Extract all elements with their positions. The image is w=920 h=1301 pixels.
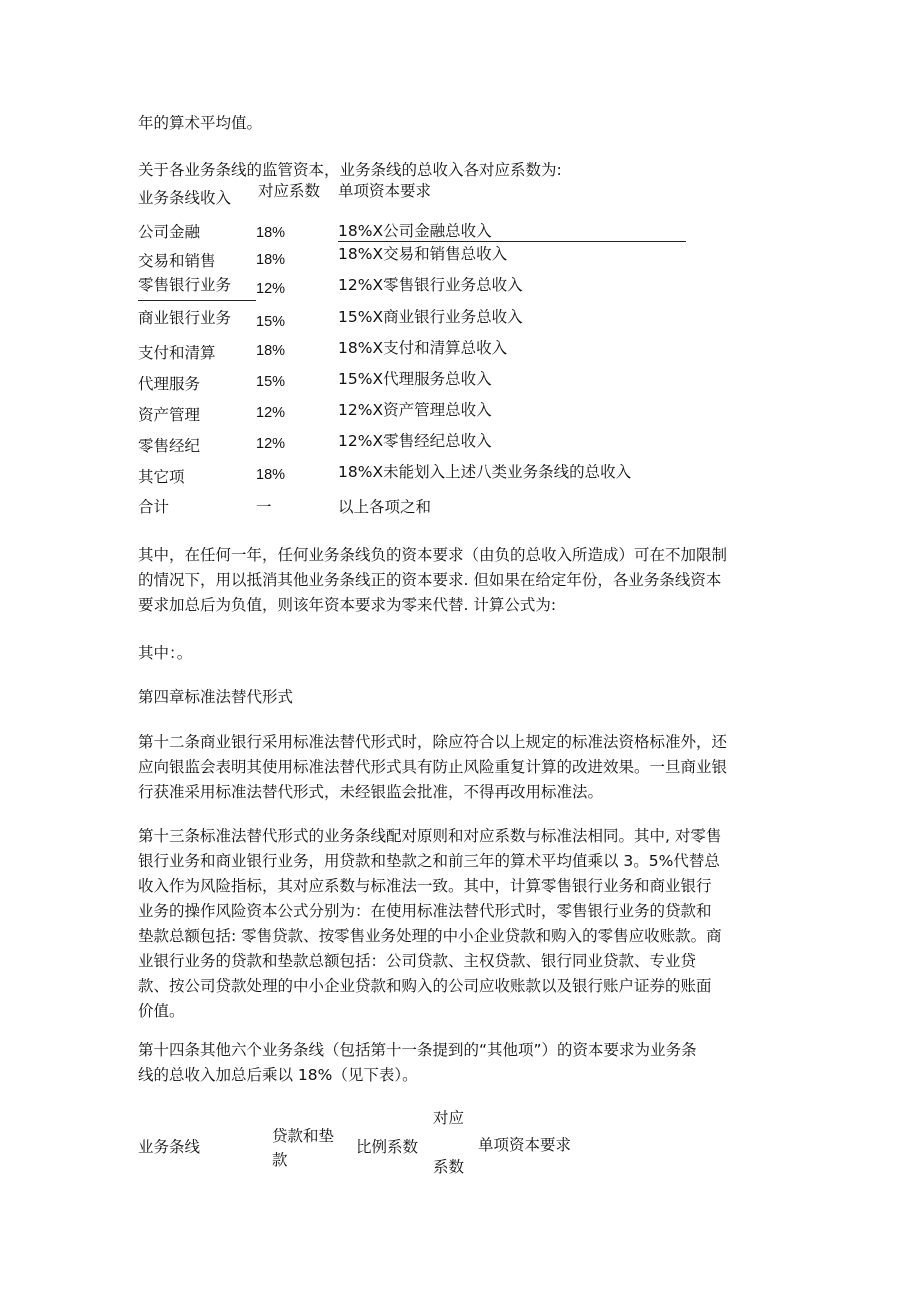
row-req: 以上各项之和 — [338, 498, 432, 516]
row-req: 12%X资产管理总收入 — [338, 401, 492, 419]
text-line: 款、按公司贷款处理的中小企业贷款和购入的公司应收账款以及银行账户证券的账面 — [138, 977, 712, 995]
row-req: 18%X支付和清算总收入 — [338, 339, 508, 357]
text-line: 垫款总额包括: 零售贷款、按零售业务处理的中小企业贷款和购入的零售应收账款。商 — [138, 927, 722, 945]
text-line: 价值。 — [138, 1002, 185, 1020]
row-line: 公司金融 — [138, 223, 201, 241]
row-req: 12%X零售银行业务总收入 — [338, 276, 523, 294]
row-beta: 12% — [256, 436, 286, 452]
row-req: 18%X公司金融总收入 — [338, 222, 492, 240]
top-line: 年的算术平均值。 — [138, 114, 263, 132]
row-req: 18%X交易和销售总收入 — [338, 245, 508, 263]
text-line: 应向银监会表明其使用标准法替代形式具有防止风险重复计算的改进效果。一旦商业银 — [138, 758, 728, 776]
row-line: 合计 — [138, 498, 170, 516]
text-line: 业银行业务的贷款和垫款总额包括：公司贷款、主权贷款、银行同业贷款、专业贷 — [138, 952, 697, 970]
text-line: 线的总收入加总后乘以 18%（见下表）。 — [138, 1066, 418, 1084]
chapter-heading: 第四章标准法替代形式 — [138, 688, 294, 706]
header-business-line: 业务条线 — [138, 1138, 201, 1156]
text-line: 业务的操作风险资本公式分别为：在使用标准法替代形式时，零售银行业务的贷款和 — [138, 902, 712, 920]
text-line: 第十三条标准法替代形式的业务条线配对原则和对应系数与标准法相同。其中, 对零售 — [138, 827, 722, 845]
row-line: 其它项 — [138, 468, 185, 486]
row-line: 资产管理 — [138, 406, 201, 424]
row-beta: 18% — [256, 252, 286, 268]
row-line: 零售银行业务 — [138, 276, 232, 294]
intro-text: 关于各业务条线的监管资本，业务条线的总收入各对应系数为: — [138, 161, 562, 179]
row-line: 交易和销售 — [138, 252, 216, 270]
row-beta: 18% — [256, 225, 286, 241]
header-capital-requirement: 单项资本要求 — [338, 182, 432, 200]
row-beta: 18% — [256, 467, 286, 483]
text-line: 其中，在任何一年，任何业务条线负的资本要求（由负的总收入所造成）可在不加限制 — [138, 546, 728, 564]
row-beta: 18% — [256, 343, 286, 359]
row-beta: 12% — [256, 281, 286, 297]
row-line: 代理服务 — [138, 375, 201, 393]
header-loans-line2: 款 — [272, 1151, 288, 1169]
row-line: 支付和清算 — [138, 344, 216, 362]
article-12 — [138, 730, 788, 805]
table-rule — [138, 300, 256, 301]
row-req: 15%X商业银行业务总收入 — [338, 308, 523, 326]
paragraph-where: 其中：。 — [138, 644, 193, 662]
header-loans-line1: 贷款和垫 — [272, 1127, 335, 1145]
header-coefficient: 对应系数 — [258, 182, 321, 200]
article-14 — [138, 1038, 788, 1088]
article-13 — [138, 824, 788, 1024]
header-business-line: 业务条线收入 — [138, 189, 232, 207]
row-beta: 一 — [256, 498, 272, 516]
text-line: 收入作为风险指标，其对应系数与标准法一致。其中，计算零售银行业务和商业银行 — [138, 877, 712, 895]
text-line: 第十二条商业银行采用标准法替代形式时，除应符合以上规定的标准法资格标准外，还 — [138, 733, 728, 751]
header-coef-line1: 对应 — [433, 1109, 465, 1127]
row-line: 零售经纪 — [138, 437, 201, 455]
text-line: 行获准采用标准法替代形式，未经银监会批准，不得再改用标准法。 — [138, 783, 604, 801]
row-req: 15%X代理服务总收入 — [338, 370, 492, 388]
row-line: 商业银行业务 — [138, 309, 232, 327]
row-beta: 15% — [256, 314, 286, 330]
table-rule — [338, 241, 686, 242]
row-req: 18%X未能划入上述八类业务条线的总收入 — [338, 463, 632, 481]
text-line: 的情况下，用以抵消其他业务条线正的资本要求. 但如果在给定年份，各业务条线资本 — [138, 571, 722, 589]
row-req: 12%X零售经纪总收入 — [338, 432, 492, 450]
header-coef-line2: 系数 — [433, 1158, 465, 1176]
row-beta: 15% — [256, 374, 286, 390]
text-line: 银行业务和商业银行业务，用贷款和垫款之和前三年的算术平均值乘以 3。5%代替总 — [138, 852, 720, 870]
text-line: 第十四条其他六个业务条线（包括第十一条提到的“其他项”）的资本要求为业务条 — [138, 1041, 697, 1059]
row-beta: 12% — [256, 405, 286, 421]
header-capital-requirement: 单项资本要求 — [478, 1136, 572, 1154]
header-ratio: 比例系数 — [356, 1138, 419, 1156]
text-line: 要求加总后为负值，则该年资本要求为零来代替. 计算公式为: — [138, 596, 557, 614]
paragraph-negative-requirement — [138, 543, 788, 618]
